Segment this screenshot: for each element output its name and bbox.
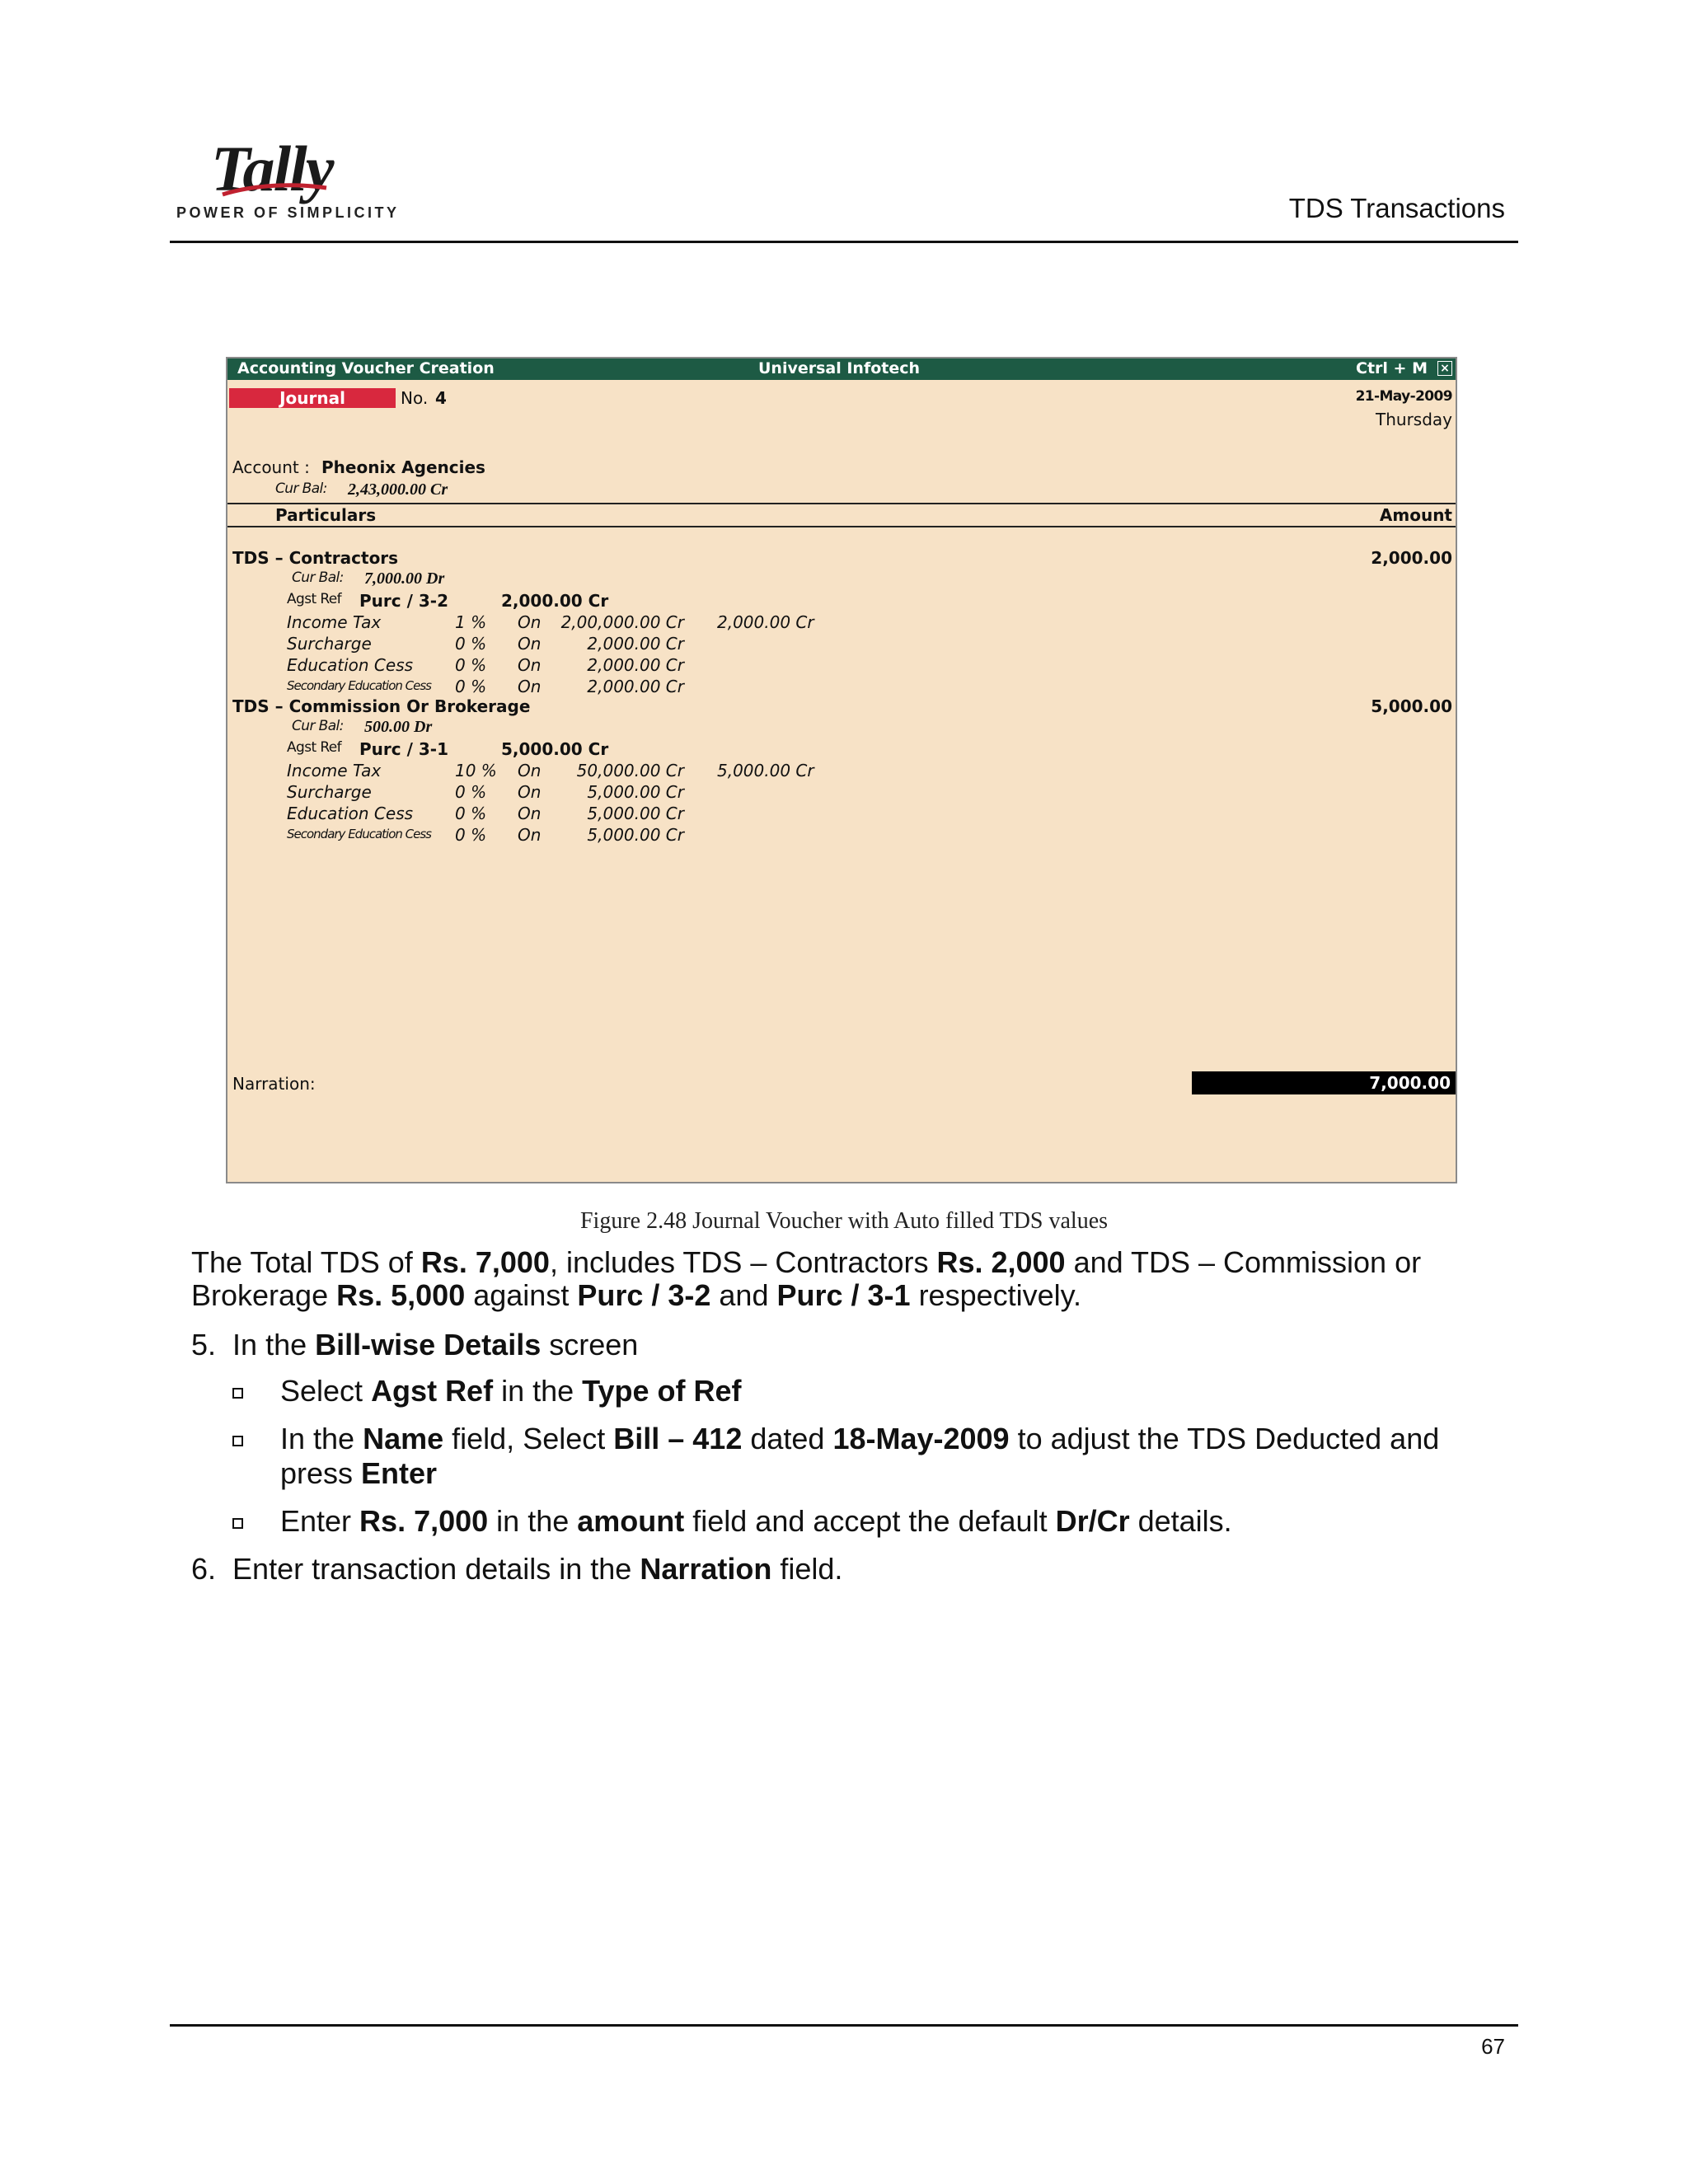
voucher-no-label: No. xyxy=(401,388,429,408)
voucher-total: 7,000.00 xyxy=(1192,1071,1456,1094)
logo-tagline: POWER OF SIMPLICITY xyxy=(176,204,400,221)
section-title: TDS Transactions xyxy=(1288,193,1505,223)
bill-ref[interactable]: Purc / 3-1 xyxy=(359,739,448,759)
tax-value: 2,000.00 Cr xyxy=(717,612,814,632)
bullet-icon xyxy=(232,1436,243,1446)
account-label: Account : xyxy=(232,457,310,477)
tally-logo xyxy=(170,132,400,223)
tax-name: Surcharge xyxy=(287,782,372,802)
tax-rate: 0 % xyxy=(455,804,487,823)
tax-base: 2,000.00 Cr xyxy=(587,677,684,696)
bullet-item-2-line-1: In the Name field, Select Bill – 412 dated 18-May-2009 to adjust the TDS Deducted and xyxy=(280,1422,1440,1455)
voucher-no-value[interactable]: 4 xyxy=(435,388,447,408)
tax-base: 5,000.00 Cr xyxy=(587,782,684,802)
tax-base: 2,000.00 Cr xyxy=(587,655,684,675)
tax-name: Education Cess xyxy=(287,655,414,675)
tax-rate: 0 % xyxy=(455,655,487,675)
tax-on: On xyxy=(518,782,542,802)
close-icon[interactable]: × xyxy=(1437,361,1452,376)
paragraph-line-2: Brokerage Rs. 5,000 against Purc / 3-2 and Purc / 3-1 respectively. xyxy=(191,1278,1081,1312)
bill-ref-amount[interactable]: 5,000.00 Cr xyxy=(501,739,609,759)
window-titlebar xyxy=(227,359,1456,380)
logo-swoosh-icon xyxy=(221,181,328,199)
ledger-cur-bal: 500.00 Dr xyxy=(364,718,433,736)
step-5: 5. In the Bill-wise Details screen xyxy=(191,1328,639,1361)
tax-rate: 0 % xyxy=(455,677,487,696)
particulars-header: Particulars xyxy=(275,505,377,525)
agst-ref-label: Agst Ref xyxy=(287,739,342,756)
account-cur-bal: 2,43,000.00 Cr xyxy=(348,480,448,499)
bullet-icon xyxy=(232,1388,243,1399)
tax-name: Education Cess xyxy=(287,804,414,823)
tax-name: Income Tax xyxy=(287,761,382,780)
window-title: Accounting Voucher Creation xyxy=(237,359,495,377)
tax-name: Secondary Education Cess xyxy=(287,827,431,841)
bullet-icon xyxy=(232,1518,243,1529)
ledger-cur-bal-label: Cur Bal: xyxy=(292,718,344,734)
tax-on: On xyxy=(518,677,542,696)
account-cur-bal-label: Cur Bal: xyxy=(275,480,327,497)
voucher-screen xyxy=(226,357,1457,1183)
account-value[interactable]: Pheonix Agencies xyxy=(321,457,485,477)
grid-top-line xyxy=(227,503,1456,504)
voucher-type-badge[interactable]: Journal xyxy=(229,388,396,408)
bill-ref-amount[interactable]: 2,000.00 Cr xyxy=(501,591,609,611)
tax-base: 50,000.00 Cr xyxy=(576,761,684,780)
company-name: Universal Infotech xyxy=(758,359,921,377)
tax-on: On xyxy=(518,804,542,823)
tax-rate: 1 % xyxy=(455,612,487,632)
bullet-item-1: Select Agst Ref in the Type of Ref xyxy=(280,1374,742,1408)
bullet-item-3: Enter Rs. 7,000 in the amount field and accept the default Dr/Cr details. xyxy=(280,1504,1232,1538)
tax-on: On xyxy=(518,655,542,675)
agst-ref-label: Agst Ref xyxy=(287,591,342,607)
ledger-cur-bal-label: Cur Bal: xyxy=(292,569,344,586)
tax-name: Income Tax xyxy=(287,612,382,632)
tax-rate: 10 % xyxy=(455,761,497,780)
tax-value: 5,000.00 Cr xyxy=(717,761,814,780)
step-6: 6. Enter transaction details in the Narration field. xyxy=(191,1552,843,1586)
tax-rate: 0 % xyxy=(455,782,487,802)
tax-name: Secondary Education Cess xyxy=(287,678,431,693)
ledger-name[interactable]: TDS – Contractors xyxy=(232,548,399,568)
page-number: 67 xyxy=(1481,2034,1505,2059)
tax-base: 5,000.00 Cr xyxy=(587,804,684,823)
tax-on: On xyxy=(518,825,542,845)
tax-base: 2,00,000.00 Cr xyxy=(560,612,684,632)
header-divider xyxy=(170,241,1518,243)
tax-base: 2,000.00 Cr xyxy=(587,634,684,654)
tax-rate: 0 % xyxy=(455,634,487,654)
paragraph-line-1: The Total TDS of Rs. 7,000, includes TDS – Contractors Rs. 2,000 and TDS – Commission or xyxy=(191,1245,1422,1279)
logo-wordmark: Tally xyxy=(211,133,333,204)
tax-name: Surcharge xyxy=(287,634,372,654)
tax-on: On xyxy=(518,634,542,654)
voucher-date[interactable]: 21-May-2009 xyxy=(1355,388,1452,405)
tax-on: On xyxy=(518,761,542,780)
tax-on: On xyxy=(518,612,542,632)
grid-header-line xyxy=(227,526,1456,527)
narration-label: Narration: xyxy=(232,1074,316,1094)
bullet-item-2-line-2: press Enter xyxy=(280,1456,438,1490)
tax-rate: 0 % xyxy=(455,825,487,845)
footer-divider xyxy=(170,2024,1518,2027)
tax-base: 5,000.00 Cr xyxy=(587,825,684,845)
ledger-amount[interactable]: 2,000.00 xyxy=(1371,548,1452,568)
amount-header: Amount xyxy=(1379,505,1452,525)
voucher-day: Thursday xyxy=(1376,410,1452,429)
figure-caption: Figure 2.48 Journal Voucher with Auto filled TDS values xyxy=(579,1208,1109,1234)
ledger-cur-bal: 7,000.00 Dr xyxy=(364,569,445,588)
ledger-name[interactable]: TDS – Commission Or Brokerage xyxy=(232,696,531,716)
ledger-amount[interactable]: 5,000.00 xyxy=(1371,696,1452,716)
bill-ref[interactable]: Purc / 3-2 xyxy=(359,591,448,611)
shortcut-label: Ctrl + M xyxy=(1356,359,1428,377)
